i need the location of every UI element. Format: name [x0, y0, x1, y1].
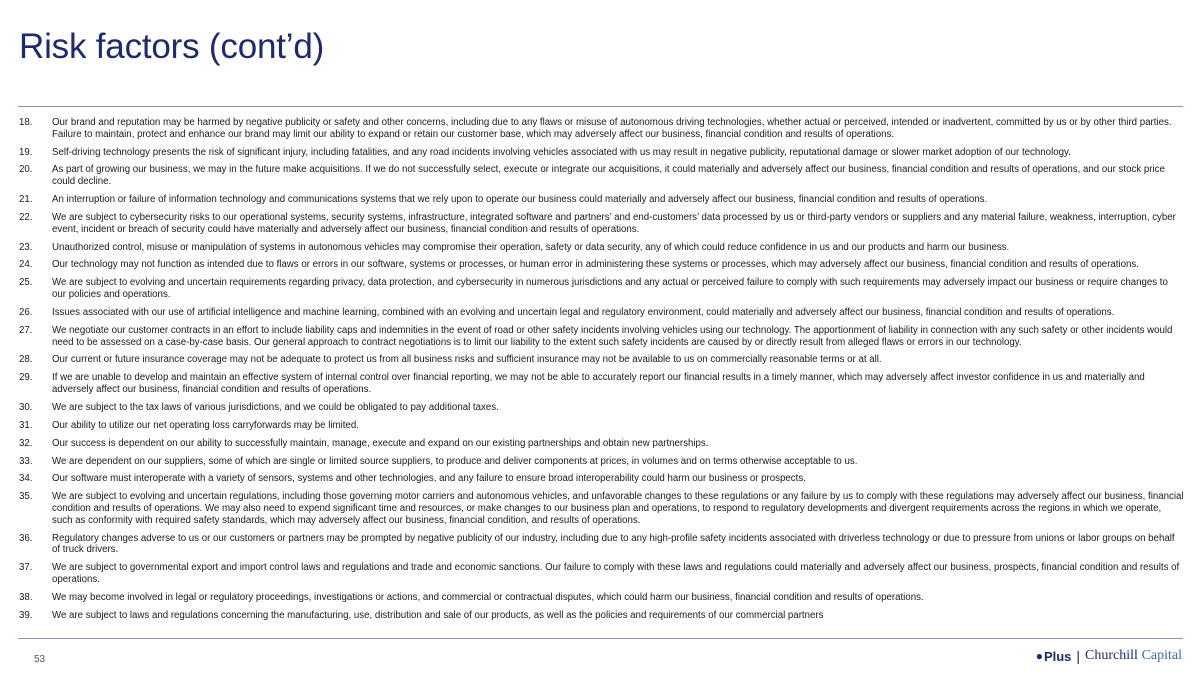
risk-item-text: We are subject to the tax laws of various jurisdictions, and we could be obligated to pay additional taxes. [52, 401, 499, 413]
risk-item-number: 30. [19, 401, 33, 413]
risk-item-number: 34. [19, 473, 33, 485]
churchill-logo-text: Churchill [1085, 648, 1138, 663]
risk-item-text: We are subject to governmental export and import control laws and regulations and trade and economic sanctions. Our failure to comply with these laws and regulations could materially and adversely affect our business, prospects, financial condition and results of operations. [52, 562, 1180, 585]
risk-item-text: We are subject to cybersecurity risks to our operational systems, security systems, infrastructure, integrated software and partners’ and end-customers’ data processed by us or third-party vendors or suppliers and any material failure, weakness, interruption, cyber event, incident or breach of security could have materially and adversely affect our business, financial condition and results of operations. [52, 211, 1176, 235]
risk-item [19, 592, 1184, 604]
capital-logo-text: Capital [1141, 648, 1182, 663]
risk-item-text: Unauthorized control, misuse or manipulation of systems in autonomous vehicles may compromise their operation, safety or data security, any of which could reduce confidence in us and our products and harm our business. [52, 241, 1010, 253]
footer-logo [1036, 648, 1182, 664]
risk-item-text: If we are unable to develop and maintain an effective system of internal control over financial reporting, we may not be able to accurately report our financial results in a timely manner, which may adversely affect investor confidence in us and materially and adversely affect our business, financial condition and results of operations. [52, 372, 1145, 396]
risk-item [19, 117, 1184, 140]
risk-item-number: 21. [19, 194, 33, 206]
risk-item-number: 20. [19, 164, 33, 176]
risk-item-number: 33. [19, 455, 33, 467]
risk-item-number: 31. [19, 419, 33, 431]
risk-item-text: We are dependent on our suppliers, some of which are single or limited source suppliers, to produce and deliver components at prices, in volumes and on terms otherwise acceptable to us. [52, 455, 858, 467]
risk-item-text: We negotiate our customer contracts in an effort to include liability caps and indemnities in the event of road or other safety incidents involving vehicles using our technology. The apportionment of liability in connection with any such safety or other incidents would need to be assessed on a case-by-case basis. Our general approach to contract negotiations is to limit our liability to the extent such safety incidents are caused by or directly result from alleged flaws or errors in our technology. [52, 324, 1173, 348]
risk-item [19, 372, 1184, 395]
risk-item-number: 36. [19, 532, 33, 544]
risk-item [19, 402, 1184, 414]
risk-item [19, 259, 1184, 271]
risk-item-number: 39. [19, 609, 33, 621]
page-number: 53 [34, 654, 46, 665]
risk-item-number: 35. [19, 491, 33, 503]
risk-item-text: We are subject to evolving and uncertain regulations, including those governing motor carriers and autonomous vehicles, and unfavorable changes to these regulations or any failure by us to comply with these regulations may adversely affect our business, financial condition and results of operations. We may also need to expend significant time and resources, or make changes to our business plan and operations, to respond to regulatory developments and divergent requirements across the regions in which we operate, such as conformity with required safety standards, which may adversely affect our business, financial condition, and results of operations. [52, 491, 1184, 526]
risk-item-number: 24. [19, 259, 33, 271]
risk-item [19, 438, 1184, 450]
risk-item-text: Our ability to utilize our net operating loss carryforwards may be limited. [52, 419, 359, 431]
risk-item [19, 277, 1184, 300]
risk-item-text: Our success is dependent on our ability to successfully maintain, manage, execute and expand on our existing partnerships and obtain new partnerships. [52, 437, 709, 449]
risk-item-text: An interruption or failure of information technology and communications systems that we rely upon to operate our business could materially and adversely affect our business, financial condition and results of operations. [52, 194, 988, 206]
risk-item [19, 194, 1184, 206]
risk-item-number: 22. [19, 211, 33, 223]
logo-separator: | [1076, 648, 1081, 664]
risk-item [19, 473, 1184, 485]
risk-item [19, 533, 1184, 556]
risk-item-number: 25. [19, 277, 33, 289]
risk-item [19, 562, 1184, 585]
risk-item-text: Regulatory changes adverse to us or our customers or partners may be prompted by negative publicity of our industry, including due to any high-profile safety incidents associated with driverless technology or due to pressure from unions or labor groups on behalf of truck drivers. [52, 532, 1175, 556]
risk-item-text: Our brand and reputation may be harmed by negative publicity or safety and other concerns, including due to any flaws or misuse of autonomous driving technologies, whether actual or perceived, intended or inadvertent, committed by us or by other third parties. Failure to maintain, protect and enhance our brand may limit our ability to expand or retain our customer base, which may adversely affect our business, financial condition and results of operations. [52, 117, 1172, 140]
risk-item-number: 19. [19, 146, 33, 158]
risk-item [19, 164, 1184, 187]
risk-item-number: 29. [19, 372, 33, 384]
risk-item-number: 28. [19, 354, 33, 366]
risk-item-text: Our current or future insurance coverage may not be adequate to protect us from all business risks and sufficient insurance may not be available to us on commercially reasonable terms or at all. [52, 354, 882, 366]
risk-item-number: 37. [19, 562, 33, 574]
risk-item [19, 212, 1184, 235]
top-divider [18, 106, 1183, 107]
bottom-divider [18, 638, 1183, 639]
risk-item-text: Self-driving technology presents the risk of significant injury, including fatalities, and any road incidents involving vehicles associated with us may result in negative publicity, reputational damage or slower market adoption of our technology. [52, 146, 1071, 158]
risk-item-number: 23. [19, 241, 33, 253]
risk-item-number: 27. [19, 324, 33, 336]
risk-item [19, 354, 1184, 366]
risk-item-text: As part of growing our business, we may in the future make acquisitions. If we do not successfully select, execute or integrate our acquisitions, it could materially and adversely affect our business, financial condition and results of operations, and our stock price could decline. [52, 164, 1165, 188]
risk-item-text: We may become involved in legal or regulatory proceedings, investigations or actions, and commercial or contractual disputes, which could harm our business, financial condition and results of operations. [52, 591, 924, 603]
risk-item-text: We are subject to evolving and uncertain requirements regarding privacy, data protection, and cybersecurity in numerous jurisdictions and any actual or perceived failure to comply with such requirements may adversely impact our business or require changes to our policies and operations. [52, 277, 1168, 301]
risk-item-number: 18. [19, 117, 33, 128]
page-title: Risk factors (cont’d) [19, 27, 325, 66]
plus-logo-icon: ● [1035, 649, 1043, 663]
risk-item [19, 325, 1184, 348]
risk-item [19, 610, 1184, 622]
risk-item [19, 147, 1184, 159]
risk-factor-list [19, 117, 1184, 628]
risk-item [19, 456, 1184, 468]
risk-item [19, 307, 1184, 319]
risk-item-number: 32. [19, 437, 33, 449]
risk-item [19, 242, 1184, 254]
risk-item [19, 420, 1184, 432]
risk-item-text: We are subject to laws and regulations concerning the manufacturing, use, distribution and sale of our products, as well as the policies and requirements of our commercial partners [52, 609, 824, 621]
risk-item-text: Our software must interoperate with a variety of sensors, systems and other technologies, and any failure to ensure broad interoperability could harm our business or prospects. [52, 473, 806, 485]
risk-item-number: 38. [19, 591, 33, 603]
plus-logo-text: Plus [1043, 648, 1072, 664]
risk-item-number: 26. [19, 306, 33, 318]
risk-item [19, 491, 1184, 526]
risk-item-text: Issues associated with our use of artificial intelligence and machine learning, combined with an evolving and uncertain legal and regulatory environment, could materially and adversely affect our business, financial condition and results of operations. [52, 306, 1115, 318]
risk-item-text: Our technology may not function as intended due to flaws or errors in our software, systems or processes, or human error in administering these systems or processes, which may adversely affect our business, financial condition and results of operations. [52, 259, 1139, 271]
